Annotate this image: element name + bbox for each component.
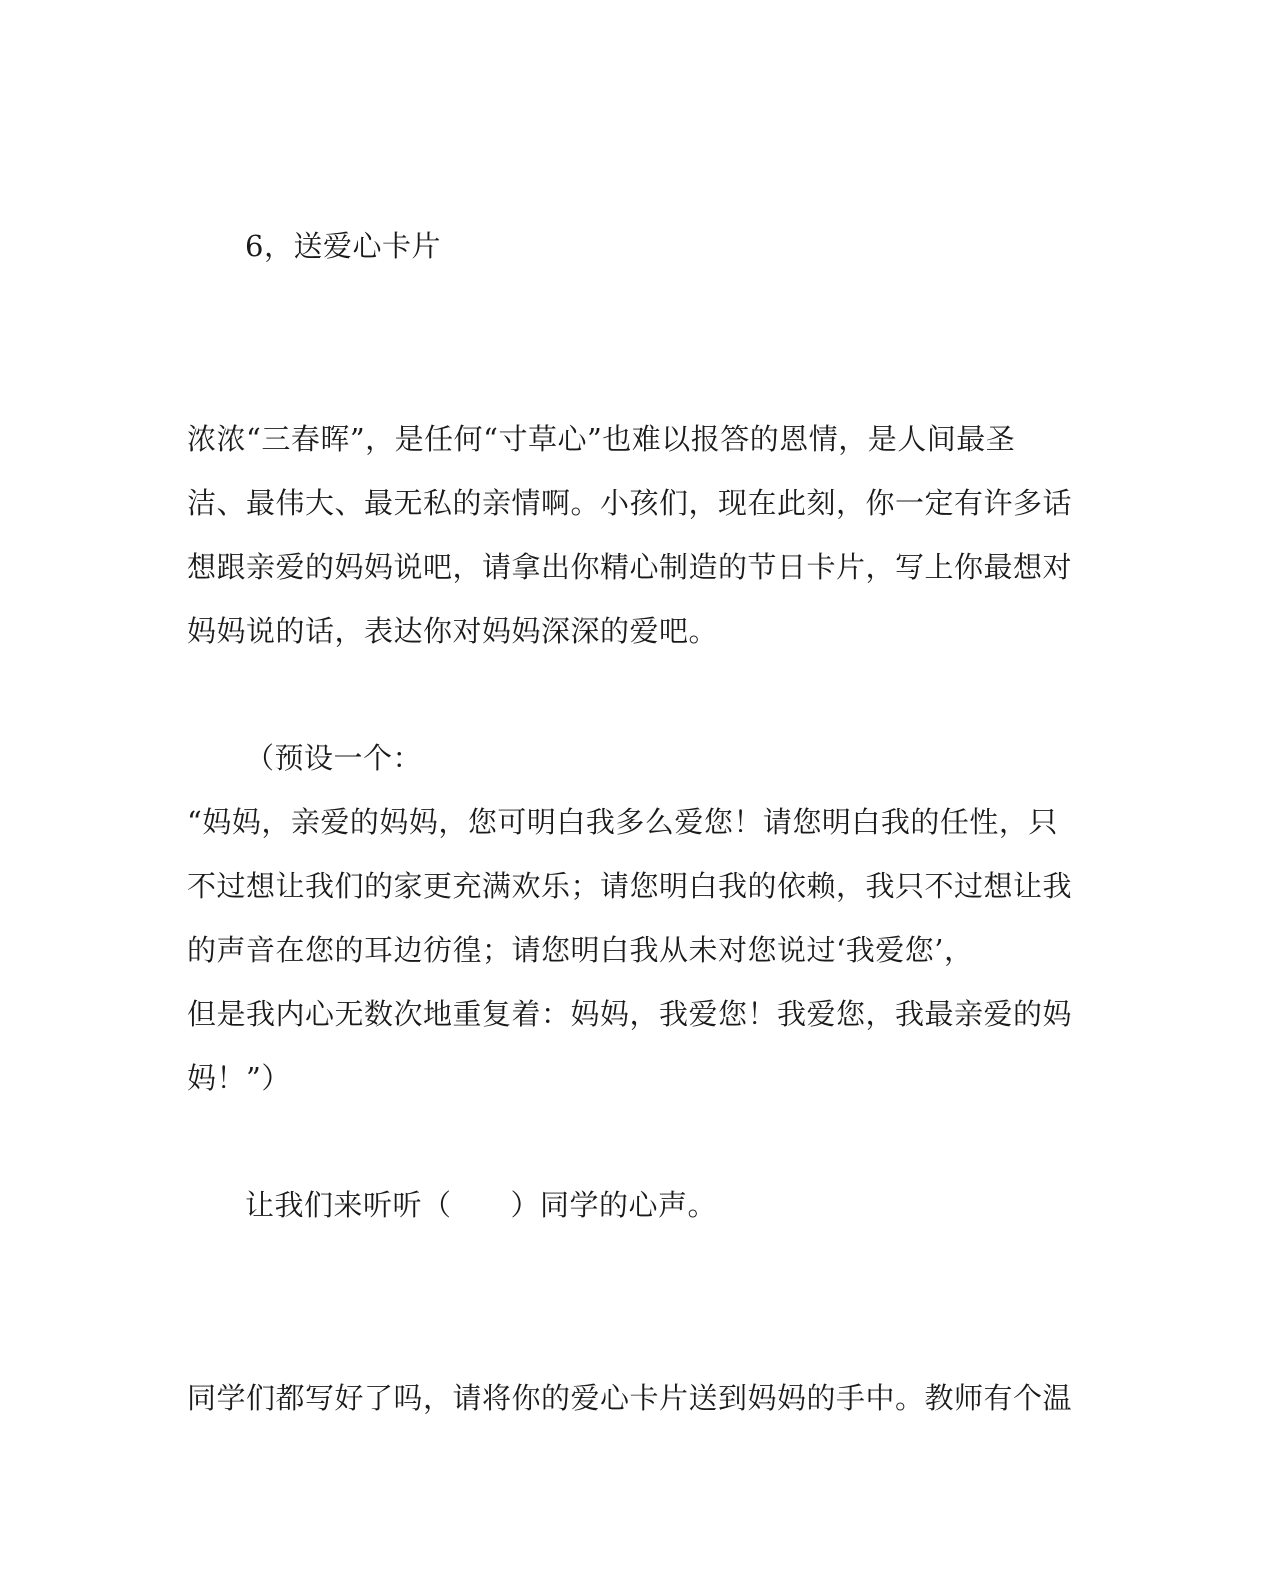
section-heading: 6，送爱心卡片 [245, 229, 441, 263]
listen-line: 让我们来听听（ ）同学的心声。 [245, 1188, 718, 1222]
preset-label: （预设一个： [245, 741, 423, 775]
preset-line: 不过想让我们的家更充满欢乐；请您明白我的依赖，我只不过想让我 [187, 869, 1073, 903]
paragraph-line: 妈妈说的话，表达你对妈妈深深的爱吧。 [187, 614, 719, 648]
paragraph-line: 洁、最伟大、最无私的亲情啊。小孩们，现在此刻，你一定有许多话 [187, 486, 1073, 520]
closing-line: 同学们都写好了吗，请将你的爱心卡片送到妈妈的手中。教师有个温 [187, 1381, 1073, 1415]
preset-line: 的声音在您的耳边彷徨；请您明白我从未对您说过‘我爱您’， [187, 933, 974, 967]
paragraph-line: 浓浓“三春晖”，是任何“寸草心”也难以报答的恩情，是人间最圣 [187, 422, 1016, 456]
paragraph-line: 想跟亲爱的妈妈说吧，请拿出你精心制造的节日卡片，写上你最想对 [187, 550, 1073, 584]
preset-line: 但是我内心无数次地重复着：妈妈，我爱您！我爱您，我最亲爱的妈 [187, 997, 1073, 1031]
preset-line: “妈妈，亲爱的妈妈，您可明白我多么爱您！请您明白我的任性，只 [187, 805, 1058, 839]
preset-line: 妈！”） [187, 1061, 291, 1095]
